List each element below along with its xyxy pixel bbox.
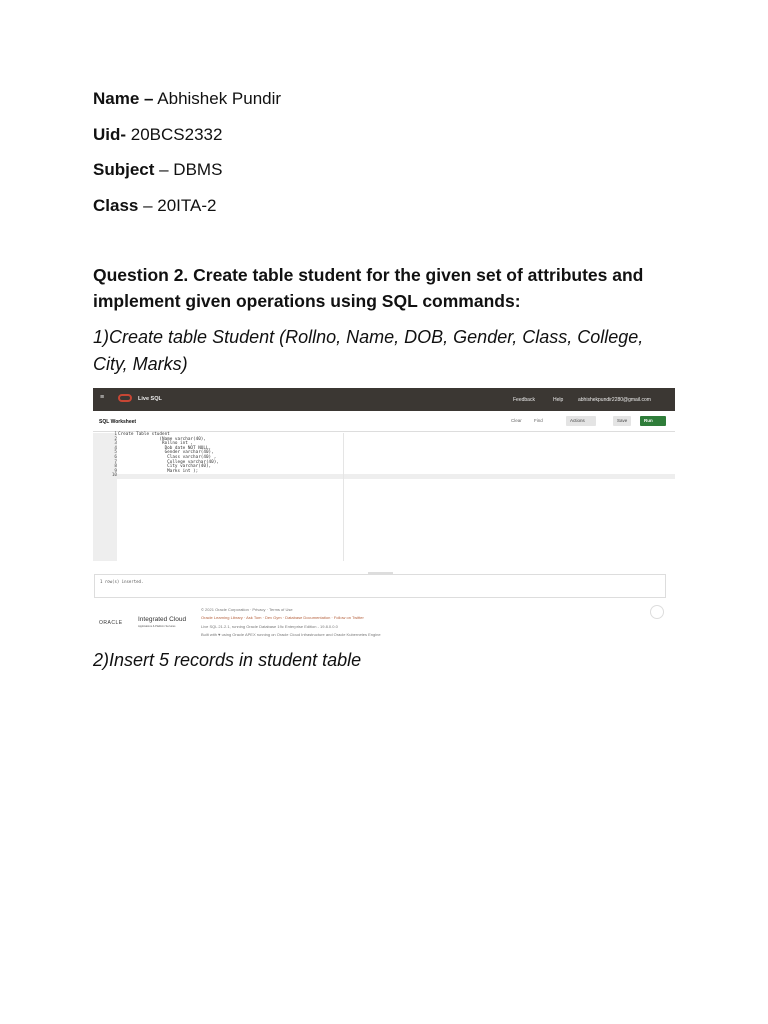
class-label: Class (93, 196, 139, 215)
subject-label: Subject (93, 160, 155, 179)
worksheet-title: SQL Worksheet (99, 419, 137, 425)
sql-editor[interactable] (93, 433, 675, 561)
footer (93, 603, 675, 644)
find-button[interactable]: Find (534, 418, 543, 423)
footer-line-4: Built with ♥ using Oracle APEX running on Oracle Cloud Infrastructure and Oracle Kubernetes Engine (201, 632, 381, 637)
results-panel (94, 574, 666, 598)
name-value: Abhishek Pundir (153, 89, 282, 108)
top-bar (93, 388, 675, 411)
actions-button[interactable]: Actions (566, 416, 596, 426)
part1-line-1: 1)Create table Student (Rollno, Name, DOB, Gender, Class, College, (93, 327, 644, 347)
class-line (93, 196, 217, 216)
app-title: Live SQL (138, 396, 162, 402)
question-line-2: implement given operations using SQL commands: (93, 291, 521, 311)
help-link[interactable]: Help (553, 397, 564, 403)
result-message: 1 row(s) inserted. (100, 579, 144, 584)
footer-line-3: Live SQL 21.2.1, running Oracle Database 19c Enterprise Edition - 19.8.0.0.0 (201, 624, 338, 629)
save-button[interactable]: Save (613, 416, 631, 426)
subject-line (93, 160, 222, 180)
name-label: Name – (93, 89, 154, 108)
worksheet-header (93, 411, 675, 432)
integrated-cloud-logo: Integrated Cloud (138, 616, 187, 623)
line-numbers: 1 2 3 4 5 6 7 8 9 10 (93, 433, 117, 561)
class-value: – 20ITA-2 (138, 196, 217, 215)
part2-heading: 2)Insert 5 records in student table (93, 650, 362, 670)
oracle-logo-icon (118, 394, 132, 402)
footer-line-1: © 2021 Oracle Corporation · Privacy · Terms of Use (201, 607, 293, 612)
footer-line-2[interactable]: Oracle Learning Library · Ask Tom · Dev Gym · Database Documentation · Follow on Twitter (201, 615, 364, 620)
question-line-1: Question 2. Create table student for the given set of attributes and (93, 265, 644, 285)
menu-icon: ≡ (100, 394, 105, 401)
name-line (93, 89, 281, 109)
scroll-top-button[interactable] (650, 605, 664, 619)
sql-code[interactable]: Create Table student (Name varchar(40), Rollno int , Dob date NOT NULL, Gender varchar(40), Class varchar(40) , College varchar(40), City varchar(40), Marks int ); (118, 432, 219, 474)
oracle-logo: ORACLE (99, 620, 123, 626)
subject-value: – DBMS (154, 160, 223, 179)
part1-line-2: City, Marks) (93, 354, 188, 374)
live-sql-screenshot (93, 388, 675, 644)
user-menu[interactable]: abhishekpundir2280@gmail.com (578, 397, 651, 403)
feedback-link[interactable]: Feedback (513, 397, 535, 403)
uid-label: Uid- (93, 125, 127, 144)
clear-button[interactable]: Clear (511, 418, 522, 423)
uid-value: 20BCS2332 (126, 125, 223, 144)
cloud-subtitle: Applications & Platform Services (138, 625, 176, 628)
run-button[interactable]: Run (640, 416, 666, 426)
uid-line (93, 125, 222, 145)
